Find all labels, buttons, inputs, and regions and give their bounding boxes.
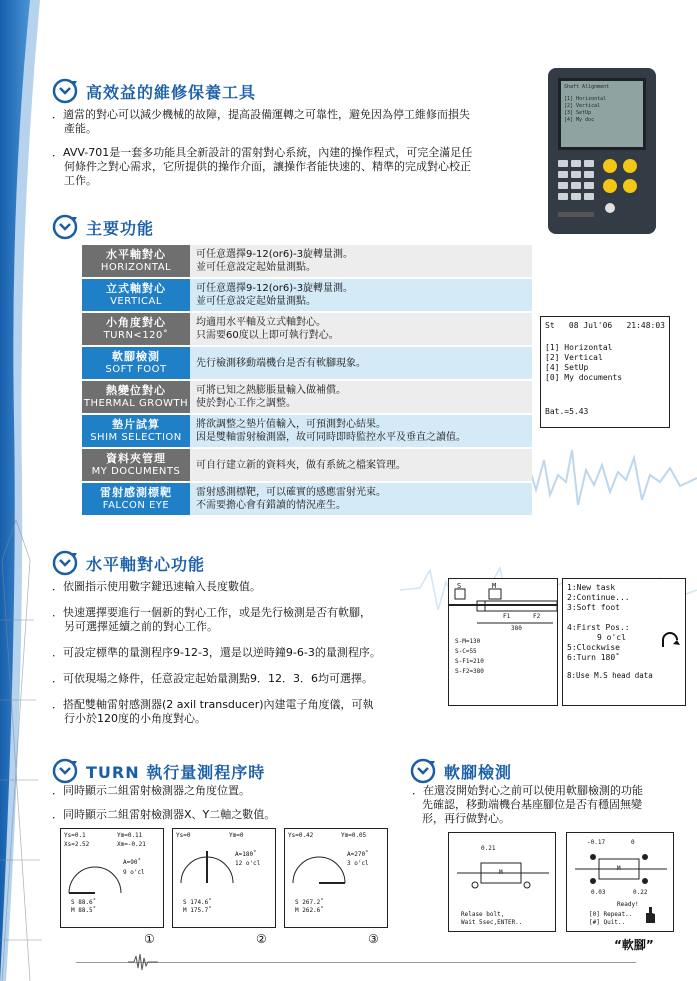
feature-zh: 雷射感測標靶 bbox=[100, 486, 172, 499]
dim-value: S-M=130 bbox=[455, 638, 481, 645]
turn-screen bbox=[60, 828, 164, 928]
feature-en: MY DOCUMENTS bbox=[91, 466, 181, 477]
turn-m: M 88.5˚ bbox=[71, 907, 97, 914]
hand-icon bbox=[643, 905, 657, 925]
device-screen-line: [1] Horizontal bbox=[564, 96, 607, 102]
menu-key: [0] bbox=[545, 373, 560, 382]
softfoot-screen bbox=[448, 832, 556, 932]
turn-value: Ys=0.42 bbox=[288, 832, 314, 839]
menu-label: My documents bbox=[564, 373, 623, 382]
bullet-line: ．依圖指示使用數字鍵迅速輸入長度數值。 bbox=[52, 580, 261, 593]
turn-screens bbox=[60, 828, 390, 948]
desc-line: 不需要擔心會有錯讀的情況產生。 bbox=[196, 500, 346, 511]
feature-desc bbox=[190, 449, 532, 481]
dim-value: S-F2=380 bbox=[455, 668, 484, 675]
feature-en: VERTICAL bbox=[110, 296, 162, 307]
refresh-arrow-icon bbox=[410, 758, 436, 784]
angle-arc-icon bbox=[65, 853, 125, 897]
feature-row bbox=[82, 415, 532, 447]
feature-en: SOFT FOOT bbox=[105, 364, 167, 375]
turn-s: S 88.6˚ bbox=[71, 899, 97, 906]
softfoot-option bbox=[589, 911, 632, 918]
option-key: [0] bbox=[589, 911, 600, 918]
bullet-line: ．同時顯示二組雷射檢測器X、Y二軸之數值。 bbox=[52, 808, 276, 821]
feature-label bbox=[82, 245, 190, 277]
turn-screen bbox=[172, 828, 276, 928]
feature-zh: 熱變位對心 bbox=[106, 384, 166, 397]
text-line: 產能。 bbox=[64, 122, 97, 135]
device-screen-line: [3] SetUp bbox=[564, 110, 592, 116]
decorative-tower-band bbox=[0, 0, 48, 981]
footer-wave-icon bbox=[128, 952, 158, 972]
feature-row bbox=[82, 381, 532, 413]
desc-line: 使於對心工作之調整。 bbox=[196, 398, 296, 409]
feature-desc bbox=[190, 381, 532, 413]
screen-number: ① bbox=[144, 932, 155, 946]
feature-row bbox=[82, 347, 532, 379]
desc-line: 先行檢測移動端機台是否有軟腳現象。 bbox=[196, 357, 366, 369]
softfoot-screen bbox=[566, 832, 674, 932]
screen-number: ② bbox=[256, 932, 267, 946]
section-title: 水平軸對心功能 bbox=[86, 554, 206, 574]
section-header-turn bbox=[52, 758, 265, 784]
menu-key: [2] bbox=[545, 353, 560, 362]
feature-desc bbox=[190, 483, 532, 515]
refresh-arrow-icon bbox=[52, 214, 78, 240]
menu-item bbox=[545, 373, 665, 383]
turn-clock: 12 o'cl bbox=[235, 860, 261, 867]
feature-zh: 小角度對心 bbox=[106, 316, 166, 329]
feature-row bbox=[82, 313, 532, 345]
text-line: ．適當的對心可以減少機械的故障，提高設備運轉之可靠性，避免因為停工維修而損失 bbox=[52, 108, 470, 121]
horizontal-bullets bbox=[52, 580, 432, 726]
desc-line: 只需要60度以上即可執行對心。 bbox=[196, 330, 339, 341]
device-keypad bbox=[556, 156, 648, 226]
section-title: 軟腳檢測 bbox=[444, 762, 513, 782]
desc-line: 可自行建立新的資料夾，做有系統之檔案管理。 bbox=[196, 459, 406, 471]
feature-desc bbox=[190, 313, 532, 345]
feature-en: HORIZONTAL bbox=[100, 262, 172, 273]
feature-row bbox=[82, 245, 532, 277]
feature-label bbox=[82, 279, 190, 311]
task-line: 4:First Pos.: bbox=[567, 623, 630, 632]
turn-value: Xs=2.52 bbox=[64, 841, 90, 848]
text-line: ．AVV-701是一套多功能具全新設計的雷射對心系統，內建的操作程式，可完全滿足任 bbox=[52, 146, 473, 159]
desc-line: 並可任意設定起始量測點。 bbox=[196, 262, 316, 273]
text-line: 形，再行做對心。 bbox=[422, 812, 510, 825]
turn-s: S 267.2˚ bbox=[295, 899, 324, 906]
menu-screen-time: 21:48:03 bbox=[626, 321, 665, 330]
feature-en: THERMAL GROWTH bbox=[83, 398, 189, 409]
turn-clock: 9 o'cl bbox=[123, 869, 145, 876]
desc-line: 因是雙軸雷射檢測器，故可同時即時監控水平及垂直之讀值。 bbox=[196, 432, 466, 443]
dim-label-s: S bbox=[457, 582, 462, 590]
menu-key: [4] bbox=[545, 363, 560, 372]
option-label: Quit.. bbox=[603, 919, 626, 926]
text-line: 先確認，移動端機台基座腳位是否有穩固無變 bbox=[422, 798, 642, 811]
turn-m: M 262.6˚ bbox=[295, 907, 324, 914]
device-screen-line: [4] My doc bbox=[564, 117, 595, 123]
section-title: TURN 執行量測程序時 bbox=[86, 762, 266, 782]
text-line: ．在還沒開始對心之前可以使用軟腳檢測的功能 bbox=[412, 784, 643, 797]
feature-label bbox=[82, 415, 190, 447]
turn-screen bbox=[284, 828, 388, 928]
device-screen bbox=[558, 78, 646, 150]
task-line: 8:Use M.S head data bbox=[567, 671, 653, 680]
menu-item bbox=[545, 353, 665, 363]
dim-value: S-F1=210 bbox=[455, 658, 484, 665]
text-line: 何條件之對心需求，它所提供的操作介面，讓操作者能快速的、精準的完成對心校正 bbox=[64, 160, 471, 173]
decorative-wave bbox=[520, 420, 697, 540]
feature-zh: 水平軸對心 bbox=[106, 248, 166, 261]
menu-key: [1] bbox=[545, 343, 560, 352]
feature-label bbox=[82, 381, 190, 413]
softfoot-instruction: Wait 5sec,ENTER.. bbox=[461, 919, 523, 926]
intro-paragraph-2 bbox=[52, 146, 532, 188]
bullet-line: ．搭配雙軸雷射感測器(2 axil transducer)內建電子角度儀，可執 bbox=[52, 698, 374, 711]
battery-readout: Bat.=5.43 bbox=[545, 407, 589, 416]
ready-status: Ready! bbox=[617, 901, 639, 908]
turn-m: M 175.7˚ bbox=[183, 907, 212, 914]
machine-label: M bbox=[499, 869, 503, 876]
dimension-screen bbox=[448, 578, 558, 706]
task-line: 9 o'cl bbox=[597, 633, 626, 642]
softfoot-value: 0 bbox=[631, 839, 635, 846]
task-line: 3:Soft foot bbox=[567, 603, 620, 612]
section-header-functions bbox=[52, 214, 154, 240]
feature-en: TURN<120˚ bbox=[103, 330, 169, 341]
softfoot-value: 0.03 bbox=[591, 889, 606, 896]
section-header-tools bbox=[52, 78, 256, 104]
section-header-softfoot bbox=[410, 758, 512, 784]
menu-screen bbox=[540, 316, 670, 428]
desc-line: 雷射感測標靶，可以確實的感應雷射光束。 bbox=[196, 487, 386, 498]
device-screen-line: [2] Vertical bbox=[564, 103, 601, 109]
turn-value: Ym=0.05 bbox=[341, 832, 367, 839]
section-title: 主要功能 bbox=[86, 218, 155, 238]
turn-s: S 174.6˚ bbox=[183, 899, 212, 906]
menu-item bbox=[545, 343, 665, 353]
dim-values bbox=[455, 637, 484, 677]
feature-desc bbox=[190, 415, 532, 447]
feature-desc bbox=[190, 347, 532, 379]
task-line: 1:New task bbox=[567, 583, 616, 592]
feature-zh: 立式軸對心 bbox=[106, 282, 166, 295]
section-title: 高效益的維修保養工具 bbox=[86, 82, 257, 102]
feature-table bbox=[82, 245, 532, 517]
desc-line: 均適用水平軸及立式軸對心。 bbox=[196, 317, 326, 328]
menu-screen-date: 08 Jul'06 bbox=[568, 321, 613, 330]
desc-line: 並可任意設定起始量測點。 bbox=[196, 296, 316, 307]
turn-bullets bbox=[52, 784, 402, 822]
turn-clock: 3 o'cl bbox=[347, 860, 369, 867]
refresh-arrow-icon bbox=[52, 758, 78, 784]
task-line: 2:Continue... bbox=[567, 593, 630, 602]
clockwise-arrow-icon bbox=[659, 631, 681, 649]
menu-item bbox=[545, 363, 665, 373]
feature-label bbox=[82, 313, 190, 345]
bullet-line: ．同時顯示二組雷射檢測器之角度位置。 bbox=[52, 784, 250, 797]
softfoot-value: 0.22 bbox=[633, 889, 648, 896]
bullet-line: ．可設定標準的量測程序9-12-3，還是以逆時鐘9-6-3的量測程序。 bbox=[52, 646, 381, 659]
dim-label-f1: F1 bbox=[503, 613, 511, 620]
turn-angle: A=270˚ bbox=[347, 851, 369, 858]
refresh-arrow-icon bbox=[52, 78, 78, 104]
menu-label: SetUp bbox=[564, 363, 589, 372]
machine-diagram bbox=[457, 855, 549, 895]
menu-label: Horizontal bbox=[564, 343, 613, 352]
softfoot-value: -0.17 bbox=[587, 839, 606, 846]
feature-desc bbox=[190, 279, 532, 311]
bullet-line: ．快速選擇要進行一個新的對心工作，或是先行檢測是否有軟腳， bbox=[52, 606, 371, 619]
menu-screen-label: St bbox=[545, 321, 555, 330]
machine-label: M bbox=[617, 865, 621, 872]
softfoot-paragraph bbox=[412, 784, 682, 826]
feature-zh: 軟腳檢測 bbox=[112, 350, 160, 363]
feature-row bbox=[82, 483, 532, 515]
bullet-line: ．可依現場之條件，任意設定起始量測點9．12．3．6均可選擇。 bbox=[52, 672, 373, 685]
desc-line: 將欲調整之墊片值輸入，可預測對心結果。 bbox=[196, 419, 386, 430]
softfoot-value: 0.21 bbox=[481, 845, 496, 852]
feature-label bbox=[82, 347, 190, 379]
softfoot-instruction: Relase bolt, bbox=[461, 911, 505, 918]
feature-zh: 墊片試算 bbox=[112, 418, 160, 431]
turn-value: Ys=0.1 bbox=[64, 832, 86, 839]
intro-paragraph-1 bbox=[52, 108, 532, 136]
feature-label bbox=[82, 483, 190, 515]
feature-row bbox=[82, 449, 532, 481]
menu-label: Vertical bbox=[564, 353, 603, 362]
feature-row bbox=[82, 279, 532, 311]
device-image bbox=[548, 68, 656, 234]
option-label: Repeat.. bbox=[603, 911, 633, 918]
feature-label bbox=[82, 449, 190, 481]
feature-desc bbox=[190, 245, 532, 277]
turn-value: Xm=-0.21 bbox=[117, 841, 146, 848]
option-key: [#] bbox=[589, 919, 600, 926]
softfoot-option bbox=[589, 919, 625, 926]
turn-value: Ym=0.11 bbox=[117, 832, 143, 839]
dim-label-m: M bbox=[492, 582, 497, 590]
refresh-arrow-icon bbox=[52, 550, 78, 576]
text-line: 工作。 bbox=[64, 174, 97, 187]
dim-value: S-C=55 bbox=[455, 648, 477, 655]
softfoot-caption: “軟腳” bbox=[614, 938, 654, 952]
bullet-line: 另可選擇延續之前的對心工作。 bbox=[64, 620, 218, 633]
screen-number: ③ bbox=[368, 932, 379, 946]
dim-label-f2: F2 bbox=[533, 613, 541, 620]
machine-diagram bbox=[575, 851, 667, 891]
menu-screen-header bbox=[545, 321, 665, 331]
bullet-line: 行小於120度的小角度對心。 bbox=[64, 712, 206, 725]
feature-en: FALCON EYE bbox=[102, 500, 170, 511]
angle-arc-icon bbox=[289, 843, 349, 895]
footer-rule bbox=[76, 962, 636, 963]
turn-angle: A=90˚ bbox=[123, 859, 142, 866]
desc-line: 可任意選擇9-12(or6)-3旋轉量測。 bbox=[196, 283, 354, 294]
section-header-horizontal bbox=[52, 550, 205, 576]
turn-value: Ys=0 bbox=[176, 832, 191, 839]
angle-arc-icon bbox=[177, 843, 237, 895]
desc-line: 可任意選擇9-12(or6)-3旋轉量測。 bbox=[196, 249, 354, 260]
feature-zh: 資料夾管理 bbox=[106, 452, 166, 465]
feature-en: SHIM SELECTION bbox=[90, 432, 182, 443]
device-screen-title: Shaft Alignment bbox=[564, 84, 610, 90]
task-line: 6:Turn 180˚ bbox=[567, 653, 620, 662]
turn-angle: A=180˚ bbox=[235, 851, 257, 858]
task-screen bbox=[562, 578, 686, 706]
dim-length: 380 bbox=[511, 625, 522, 632]
task-line: 5:Clockwise bbox=[567, 643, 620, 652]
desc-line: 可將已知之熱膨脹量輸入做補償。 bbox=[196, 385, 346, 396]
turn-value: Ym=0 bbox=[229, 832, 244, 839]
